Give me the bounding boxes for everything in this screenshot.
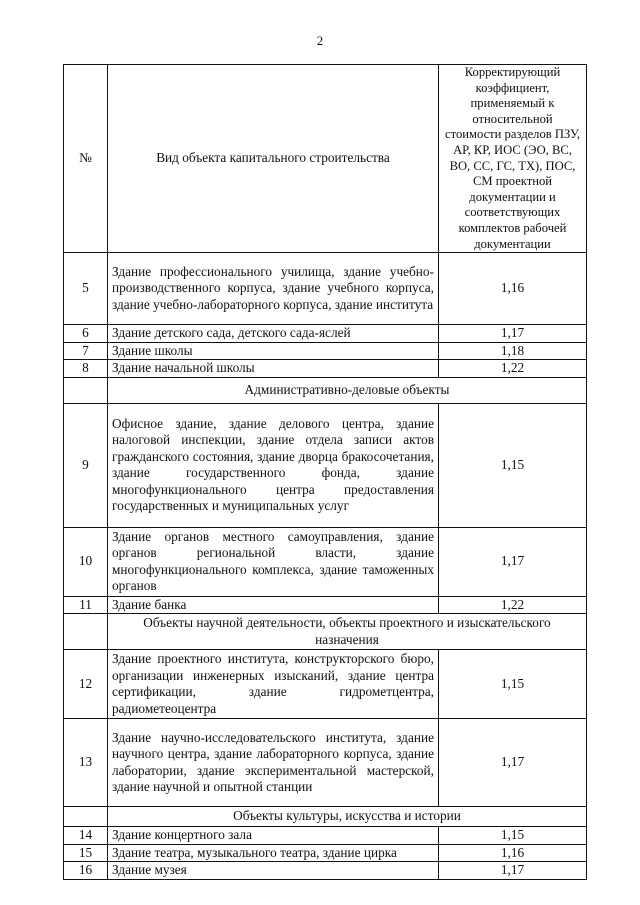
section-number-cell bbox=[64, 377, 108, 403]
row-number: 14 bbox=[64, 827, 108, 845]
section-row bbox=[64, 377, 587, 403]
coefficient-value: 1,17 bbox=[439, 527, 587, 596]
coefficient-value: 1,22 bbox=[439, 596, 587, 614]
row-number: 6 bbox=[64, 325, 108, 343]
object-type: Здание проектного института, конструкторского бюро, организации инженерных изысканий, здание центра сертификации, здание гидрометцентра, радиометеоцентра bbox=[108, 650, 439, 719]
row-number: 10 bbox=[64, 527, 108, 596]
coefficient-value: 1,17 bbox=[439, 719, 587, 807]
row-number: 12 bbox=[64, 650, 108, 719]
object-type: Офисное здание, здание делового центра, здание налоговой инспекции, здание отдела записи актов гражданского состояния, здание дворца бракосочетания, здание государственного фонда, здание многофункционального центра предоставления государственных и муниципальных услуг bbox=[108, 403, 439, 527]
header-coefficient: Корректирующий коэффициент, применяемый к относительной стоимости разделов ПЗУ, АР, КР, ИОС (ЭО, ВС, ВО, СС, ГС, ТХ), ПОС, СМ проектной документации и соответствующих комплектов рабочей документации bbox=[439, 65, 587, 253]
object-type: Здание начальной школы bbox=[108, 360, 439, 378]
coefficient-table bbox=[63, 64, 587, 880]
table-header-row bbox=[64, 65, 587, 253]
object-type: Здание органов местного самоуправления, здание органов региональной власти, здание многофункционального комплекса, здание таможенных органов bbox=[108, 527, 439, 596]
coefficient-value: 1,16 bbox=[439, 253, 587, 325]
row-number: 5 bbox=[64, 253, 108, 325]
table-row bbox=[64, 827, 587, 845]
coefficient-value: 1,17 bbox=[439, 325, 587, 343]
coefficient-value: 1,15 bbox=[439, 827, 587, 845]
section-title: Объекты культуры, искусства и истории bbox=[108, 807, 587, 827]
page-number: 2 bbox=[316, 33, 324, 48]
row-number: 8 bbox=[64, 360, 108, 378]
row-number: 16 bbox=[64, 862, 108, 880]
table-row bbox=[64, 360, 587, 378]
row-number: 13 bbox=[64, 719, 108, 807]
row-number: 7 bbox=[64, 342, 108, 360]
table-row bbox=[64, 253, 587, 325]
section-number-cell bbox=[64, 807, 108, 827]
coefficient-value: 1,15 bbox=[439, 650, 587, 719]
coefficient-value: 1,15 bbox=[439, 403, 587, 527]
section-number-cell bbox=[64, 614, 108, 650]
row-number: 15 bbox=[64, 844, 108, 862]
object-type: Здание профессионального училища, здание учебно-производственного корпуса, здание учебного корпуса, здание учебно-лабораторного корпуса, здание института bbox=[108, 253, 439, 325]
table-row bbox=[64, 650, 587, 719]
section-title: Объекты научной деятельности, объекты проектного и изыскательского назначения bbox=[108, 614, 587, 650]
table-row bbox=[64, 325, 587, 343]
table-row bbox=[64, 862, 587, 880]
object-type: Здание театра, музыкального театра, здание цирка bbox=[108, 844, 439, 862]
coefficient-value: 1,22 bbox=[439, 360, 587, 378]
header-object-type: Вид объекта капитального строительства bbox=[108, 65, 439, 253]
table-row bbox=[64, 596, 587, 614]
table-row bbox=[64, 719, 587, 807]
object-type: Здание школы bbox=[108, 342, 439, 360]
object-type: Здание музея bbox=[108, 862, 439, 880]
table-row bbox=[64, 342, 587, 360]
row-number: 11 bbox=[64, 596, 108, 614]
coefficient-value: 1,17 bbox=[439, 862, 587, 880]
object-type: Здание банка bbox=[108, 596, 439, 614]
coefficient-value: 1,18 bbox=[439, 342, 587, 360]
section-title: Административно-деловые объекты bbox=[108, 377, 587, 403]
coefficient-value: 1,16 bbox=[439, 844, 587, 862]
section-row bbox=[64, 807, 587, 827]
object-type: Здание детского сада, детского сада-яслей bbox=[108, 325, 439, 343]
table-row bbox=[64, 844, 587, 862]
table-row bbox=[64, 527, 587, 596]
section-row bbox=[64, 614, 587, 650]
header-number: № bbox=[64, 65, 108, 253]
object-type: Здание научно-исследовательского института, здание научного центра, здание лабораторного корпуса, здание лаборатории, здание экспериментальной мастерской, здание научной и опытной станции bbox=[108, 719, 439, 807]
row-number: 9 bbox=[64, 403, 108, 527]
object-type: Здание концертного зала bbox=[108, 827, 439, 845]
table-row bbox=[64, 403, 587, 527]
